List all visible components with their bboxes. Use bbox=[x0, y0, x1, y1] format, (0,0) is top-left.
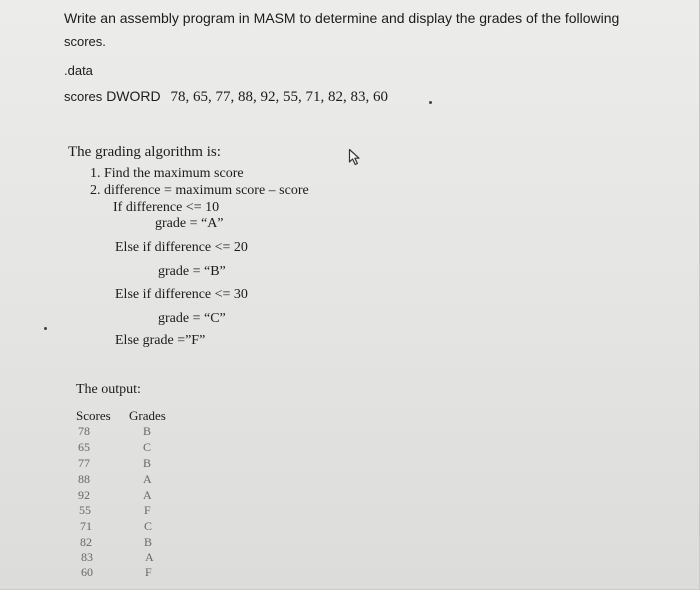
grade-cell: F bbox=[145, 565, 152, 579]
grade-cell: C bbox=[143, 440, 152, 454]
algorithm-grade-b: grade = “B” bbox=[158, 264, 226, 279]
grade-cell: A bbox=[145, 550, 154, 564]
scores-column-header: Scores bbox=[76, 408, 111, 423]
grade-cell: B bbox=[144, 535, 153, 549]
algorithm-grade-a: grade = “A” bbox=[155, 216, 224, 231]
question-line-1: Write an assembly program in MASM to determine and display the grades of the following bbox=[64, 10, 620, 26]
algorithm-if-line: If difference <= 10 bbox=[113, 200, 220, 215]
score-cell: 71 bbox=[80, 519, 92, 533]
score-cell: 88 bbox=[78, 472, 90, 486]
algorithm-grade-c: grade = “C” bbox=[158, 311, 226, 326]
mouse-pointer-icon bbox=[348, 148, 364, 166]
algorithm-step-1: 1. Find the maximum score bbox=[90, 166, 244, 181]
question-line-2: scores. bbox=[64, 34, 106, 49]
score-cell: 92 bbox=[78, 488, 90, 502]
stray-dot bbox=[44, 327, 47, 330]
grade-cell: C bbox=[144, 519, 153, 533]
score-cell: 82 bbox=[80, 535, 92, 549]
grade-cell: B bbox=[143, 456, 152, 470]
grade-cell: F bbox=[144, 503, 151, 517]
algorithm-else-f: Else grade =”F” bbox=[115, 333, 206, 348]
score-cell: 65 bbox=[78, 440, 90, 454]
grade-cell: B bbox=[143, 424, 152, 438]
scores-keyword: scores bbox=[64, 89, 103, 104]
data-directive: .data bbox=[64, 63, 93, 78]
score-cell: 55 bbox=[79, 503, 91, 517]
dword-keyword: DWORD bbox=[106, 88, 161, 104]
score-cell: 83 bbox=[81, 550, 93, 564]
score-cell: 77 bbox=[78, 456, 90, 470]
algorithm-elseif-20: Else if difference <= 20 bbox=[115, 240, 248, 255]
grade-cell: A bbox=[143, 488, 152, 502]
algorithm-elseif-30: Else if difference <= 30 bbox=[115, 287, 248, 302]
algorithm-step-2: 2. difference = maximum score – score bbox=[90, 183, 309, 198]
output-label: The output: bbox=[76, 382, 141, 397]
scores-values: 78, 65, 77, 88, 92, 55, 71, 82, 83, 60 bbox=[170, 89, 389, 105]
grade-cell: A bbox=[143, 472, 152, 486]
score-cell: 60 bbox=[81, 565, 93, 579]
algorithm-title: The grading algorithm is: bbox=[68, 144, 221, 160]
scores-declaration bbox=[64, 88, 388, 106]
stray-dot bbox=[429, 101, 432, 104]
score-cell: 78 bbox=[78, 424, 90, 438]
grades-column-header: Grades bbox=[129, 408, 166, 423]
